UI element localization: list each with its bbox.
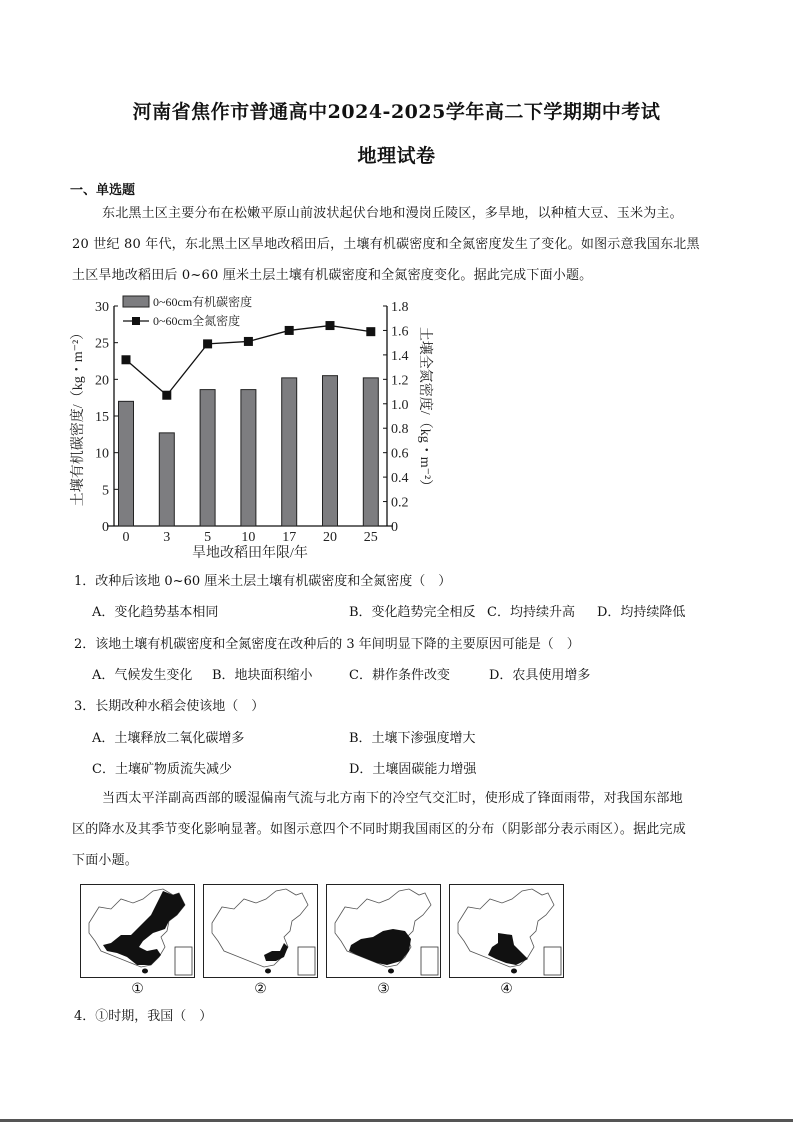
hainan-island [388, 969, 394, 974]
question-1-option-b[interactable]: B．变化趋势完全相反 [349, 605, 476, 620]
legend-label-nitrogen: 0~60cm全氮密度 [153, 314, 241, 328]
legend-marker-nitrogen [132, 317, 140, 325]
y-tick-label-left: 25 [95, 336, 109, 352]
y-tick-label-right: 0.4 [391, 471, 409, 487]
question-3-option-c[interactable]: C．土壤矿物质流失减少 [92, 762, 232, 777]
y-tick-label-right: 1.8 [391, 300, 409, 315]
y-tick-label-left: 15 [95, 410, 109, 425]
china-outline [212, 889, 308, 967]
question-2-option-a[interactable]: A．气候发生变化 [92, 668, 193, 683]
hainan-island [265, 969, 271, 974]
south-china-sea-inset [175, 947, 192, 975]
x-tick-label: 5 [204, 530, 212, 545]
question-3-option-d[interactable]: D．土壤固碳能力增强 [349, 762, 477, 777]
passage1-line2: 20 世纪 80 年代，东北黑土区旱地改稻田后，土壤有机碳密度和全氮密度发生了变化。如图示意我国东北黑 [72, 237, 700, 252]
question-4-stem: 4．①时期，我国（ ） [74, 1009, 213, 1024]
passage1-line1: 东北黑土区主要分布在松嫩平原山前波状起伏台地和漫岗丘陵区，多旱地，以种植大豆、玉米为主。 [102, 206, 683, 221]
question-3-stem: 3．长期改种水稻会使该地（ ） [74, 699, 265, 714]
y-tick-label-right: 0.2 [391, 495, 409, 511]
bar-carbon-25 [363, 378, 378, 526]
hainan-island [511, 969, 517, 974]
question-3-option-a[interactable]: A．土壤释放二氧化碳增多 [92, 731, 245, 746]
point-nitrogen-10 [244, 337, 253, 346]
y-tick-label-right: 1.4 [391, 348, 409, 364]
x-axis-title: 旱地改稻田年限/年 [192, 546, 308, 561]
china-map-icon [327, 885, 440, 977]
rain-zone-map-3 [326, 884, 441, 978]
rain-zone-map-1 [80, 884, 195, 978]
point-nitrogen-3 [162, 391, 171, 400]
china-map-icon [204, 885, 317, 977]
map-label-4: ④ [500, 981, 513, 997]
south-china-sea-inset [421, 947, 438, 975]
x-tick-label: 17 [282, 530, 297, 545]
bar-carbon-5 [200, 390, 215, 526]
point-nitrogen-20 [326, 321, 335, 330]
x-tick-label: 0 [122, 530, 130, 545]
y-tick-label-right: 1.6 [391, 324, 409, 340]
rain-zone-maps [80, 884, 570, 999]
bar-carbon-17 [282, 378, 297, 526]
passage2-line2: 区的降水及其季节变化影响显著。如图示意四个不同时期我国雨区的分布（阴影部分表示雨区）。据此完成 [72, 822, 686, 837]
bar-carbon-20 [323, 376, 338, 526]
question-1-option-a[interactable]: A．变化趋势基本相同 [92, 605, 219, 620]
x-tick-label: 10 [241, 530, 256, 545]
y-tick-label-left: 10 [95, 446, 109, 462]
y-axis-title-right: 土壤全氮密度/（kg・m⁻²） [417, 326, 432, 494]
bar-carbon-3 [159, 433, 174, 526]
rain-zone-map-4 [449, 884, 564, 978]
bar-carbon-0 [119, 401, 134, 526]
question-2-option-b[interactable]: B．地块面积缩小 [212, 668, 313, 683]
section-heading: 一、单选题 [70, 183, 136, 198]
question-2-option-c[interactable]: C．耕作条件改变 [349, 668, 450, 683]
question-1-stem: 1．改种后该地 0~60 厘米土层土壤有机碳密度和全氮密度（ ） [74, 574, 452, 589]
dual-axis-chart [60, 292, 450, 567]
china-map-icon [450, 885, 563, 977]
map-label-3: ③ [377, 981, 390, 997]
x-tick-label: 25 [363, 530, 378, 545]
legend-swatch-carbon [123, 296, 149, 307]
y-tick-label-right: 1.0 [391, 397, 409, 413]
y-tick-label-left: 5 [102, 483, 109, 499]
question-3-option-b[interactable]: B．土壤下渗强度增大 [349, 731, 476, 746]
map-label-2: ② [254, 981, 267, 997]
rain-zone-map-2 [203, 884, 318, 978]
passage2-line1: 当西太平洋副高西部的暖湿偏南气流与北方南下的冷空气交汇时，使形成了锋面雨带，对我国东部地 [102, 791, 683, 806]
question-2-stem: 2．该地土壤有机碳密度和全氮密度在改种后的 3 年间明显下降的主要原因可能是（ ） [74, 637, 580, 652]
document-title: 河南省焦作市普通高中2024-2025学年高二下学期期中考试 [132, 101, 661, 123]
point-nitrogen-5 [203, 339, 212, 348]
y-tick-label-right: 1.2 [391, 373, 409, 389]
y-tick-label-right: 0.6 [391, 446, 409, 462]
south-china-sea-inset [544, 947, 561, 975]
document-subtitle: 地理试卷 [357, 145, 436, 167]
y-tick-label-left: 30 [95, 300, 109, 315]
hainan-island [142, 969, 148, 974]
point-nitrogen-17 [285, 326, 294, 335]
point-nitrogen-25 [366, 327, 375, 336]
map-label-1: ① [131, 981, 144, 997]
question-1-option-c[interactable]: C．均持续升高 [487, 605, 575, 620]
point-nitrogen-0 [122, 355, 131, 364]
question-1-option-d[interactable]: D．均持续降低 [597, 605, 686, 620]
bar-carbon-10 [241, 390, 256, 526]
y-tick-label-left: 20 [95, 373, 109, 389]
legend-label-carbon: 0~60cm有机碳密度 [153, 295, 253, 309]
y-axis-title-left: 土壤有机碳密度/（kg・m⁻²） [71, 325, 86, 507]
y-tick-label-right: 0.8 [391, 422, 409, 438]
passage2-line3: 下面小题。 [72, 853, 139, 868]
y-tick-label-right: 0 [391, 520, 398, 535]
passage1-line3: 土区旱地改稻田后 0~60 厘米土层土壤有机碳密度和全氮密度变化。据此完成下面小题。 [72, 268, 593, 283]
question-2-option-d[interactable]: D．农具使用增多 [489, 668, 591, 683]
y-tick-label-left: 0 [102, 520, 109, 535]
x-tick-label: 3 [163, 530, 171, 545]
china-map-icon [81, 885, 194, 977]
x-tick-label: 20 [323, 530, 337, 545]
south-china-sea-inset [298, 947, 315, 975]
